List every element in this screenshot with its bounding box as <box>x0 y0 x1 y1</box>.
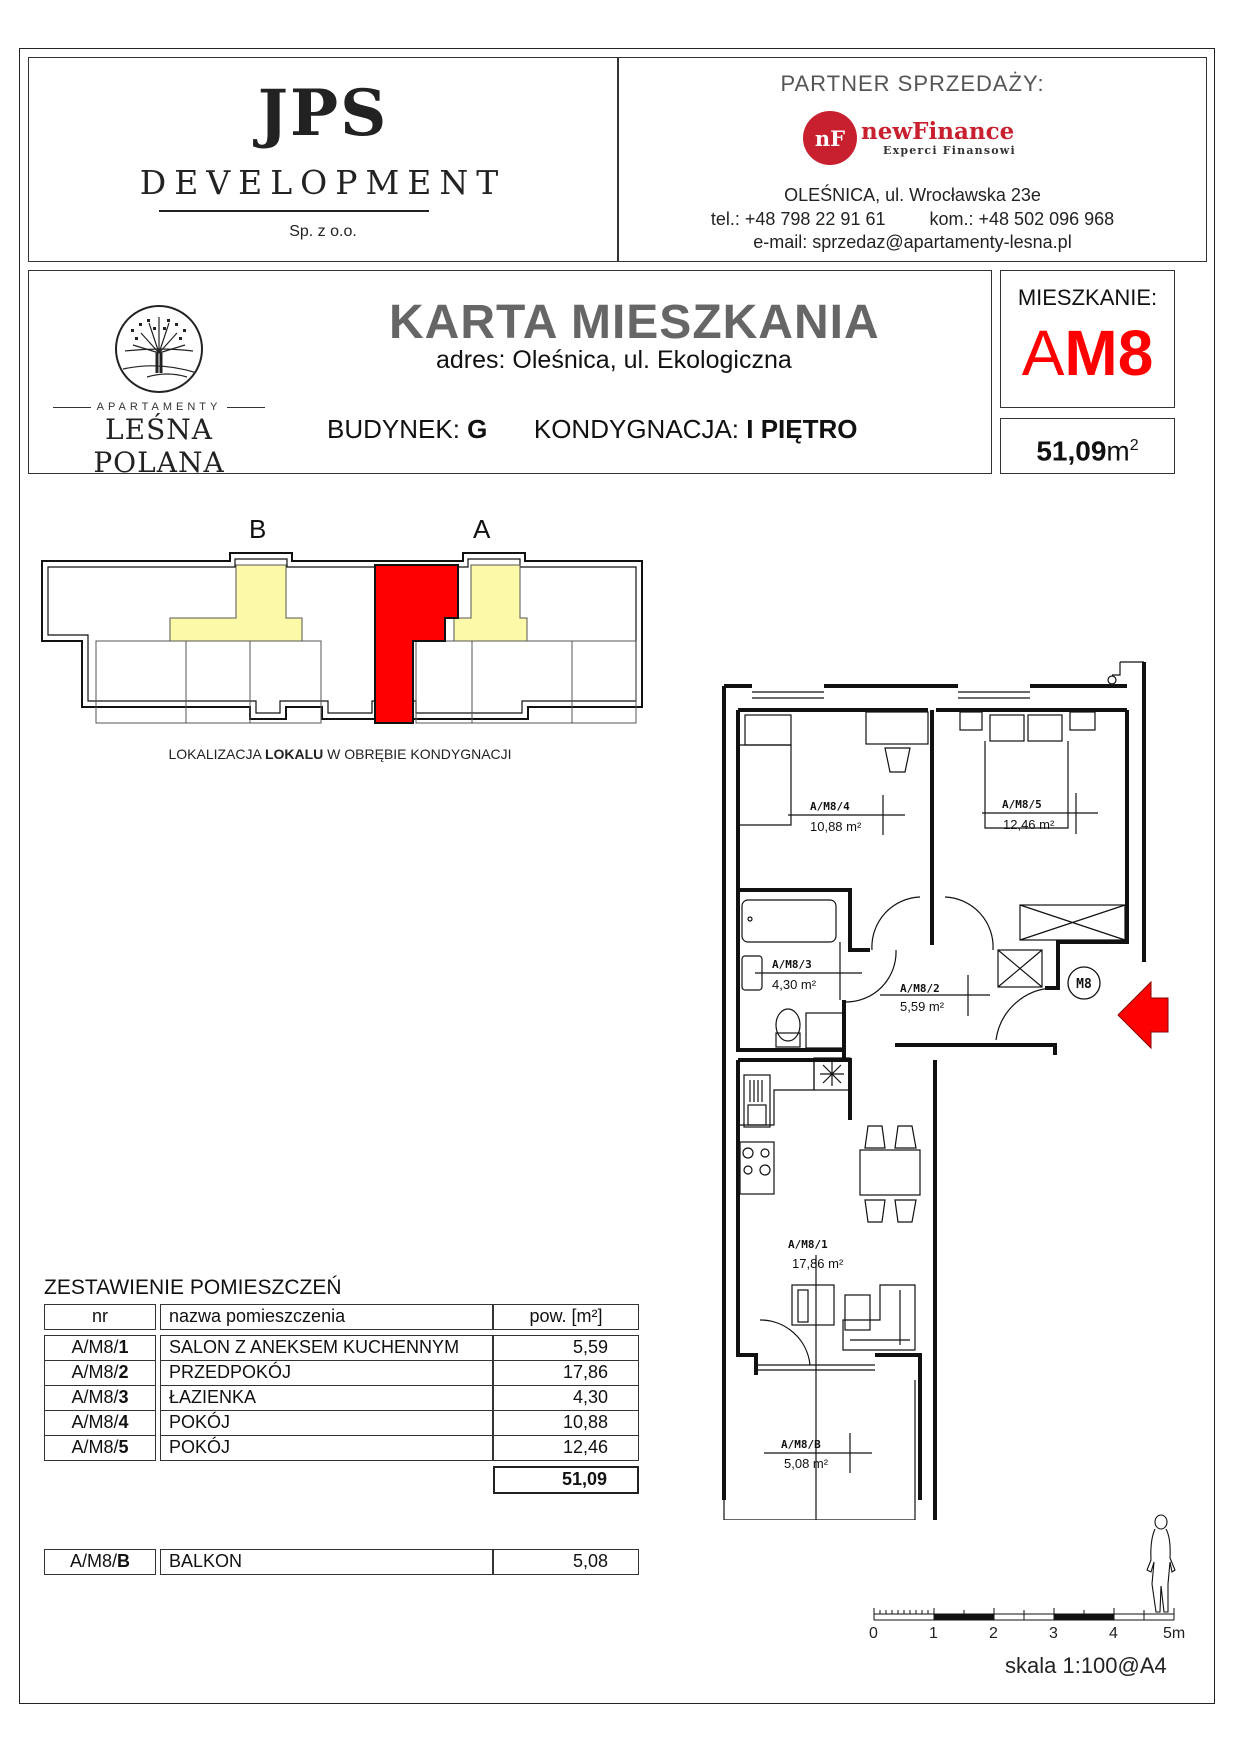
apartment-code-box <box>1000 270 1175 408</box>
floor-plan <box>700 620 1200 1520</box>
keyplan-caption <box>30 746 650 762</box>
partner-mobile: kom.: +48 502 096 968 <box>929 209 1115 229</box>
scale-tick-5: 5m <box>1163 1625 1186 1642</box>
scale-label: skala 1:100@A4 <box>1005 1653 1167 1678</box>
address <box>436 346 792 375</box>
table-total: 51,09 <box>493 1466 639 1494</box>
developer-logo-box <box>28 57 618 262</box>
apartment-area-unit: m <box>1106 435 1130 467</box>
partner-email: e-mail: sprzedaz@apartamenty-lesna.pl <box>753 232 1072 252</box>
apartment-code-prefix: A <box>1021 317 1065 389</box>
caption-post: W OBRĘBIE KONDYGNACJI <box>327 746 512 762</box>
card-title-box <box>28 270 992 479</box>
nf-logo-name: newFinance <box>861 117 1015 145</box>
apartment-area-value: 51,09 <box>1036 435 1107 467</box>
room-label-5: A/M8/5 <box>1002 798 1042 811</box>
developer-divider <box>159 210 429 212</box>
partner-address: OLEŚNICA, ul. Wrocławska 23e <box>784 185 1041 205</box>
address-street: Ekologiczna <box>656 346 792 374</box>
apartment-badge <box>1068 967 1100 999</box>
room-label-4: A/M8/4 <box>810 800 850 813</box>
room-area-4: 10,88 m² <box>810 819 862 834</box>
apartment-label: MIESZKANIE: <box>1017 285 1158 310</box>
floor-value: I PIĘTRO <box>746 414 858 444</box>
partner-phone: tel.: +48 798 22 91 61 <box>710 209 886 229</box>
developer-legal: Sp. z o.o. <box>289 223 357 240</box>
building-floor-line <box>327 414 858 445</box>
apartment-code-main: M8 <box>1064 317 1154 389</box>
tree-icon <box>115 305 203 393</box>
project-logo-over: APARTAMENTY <box>39 401 279 413</box>
scale-tick-1: 1 <box>929 1625 938 1642</box>
room-label-3: A/M8/3 <box>772 958 812 971</box>
room-area-1: 17,86 m² <box>792 1256 844 1271</box>
room-label-b: A/M8/B <box>781 1438 821 1451</box>
room-area-3: 4,30 m² <box>772 977 817 992</box>
newfinance-logo <box>803 111 1016 165</box>
table-header-name: nazwa pomieszczenia <box>160 1304 493 1330</box>
apartment-code <box>1001 318 1174 388</box>
apartment-area-box <box>1000 418 1175 474</box>
partner-box <box>618 57 1207 262</box>
table-header-nr: nr <box>44 1304 156 1330</box>
keyplan-drawing <box>40 545 650 725</box>
table-header-area: pow. [m²] <box>493 1304 639 1330</box>
page-title: KARTA MIESZKANIA <box>389 296 880 349</box>
nf-logo-tagline: Experci Finansowi <box>883 143 1016 157</box>
table-title: ZESTAWIENIE POMIESZCZEŃ <box>44 1276 342 1299</box>
entry-arrow-icon <box>1118 982 1168 1048</box>
keyplan-label-b: B <box>249 514 267 544</box>
room-label-2: A/M8/2 <box>900 982 940 995</box>
room-area-b: 5,08 m² <box>784 1456 829 1471</box>
keyplan-label-a: A <box>473 514 491 544</box>
project-logo-name: LEŚNA POLANA <box>93 413 225 479</box>
scale-tick-4: 4 <box>1109 1625 1118 1642</box>
address-label: adres: Oleśnica, ul. <box>436 346 650 374</box>
project-logo <box>39 305 279 479</box>
scale-tick-2: 2 <box>989 1625 998 1642</box>
developer-subtitle: DEVELOPMENT <box>139 163 507 202</box>
floor-label: KONDYGNACJA: <box>533 414 740 444</box>
developer-name: JPS <box>257 76 389 151</box>
room-label-1: A/M8/1 <box>788 1238 828 1251</box>
room-area-5: 12,46 m² <box>1003 817 1055 832</box>
building-value: G <box>467 414 488 444</box>
caption-pre: LOKALIZACJA <box>168 746 262 762</box>
svg-text:M8: M8 <box>1076 977 1092 992</box>
room-area-2: 5,59 m² <box>900 999 945 1014</box>
partner-phones <box>619 209 1206 230</box>
scale-bar <box>868 1510 1188 1640</box>
scale-tick-3: 3 <box>1049 1625 1058 1642</box>
caption-bold: LOKALU <box>264 746 324 762</box>
scale-tick-0: 0 <box>869 1625 878 1642</box>
person-silhouette-icon <box>1147 1515 1175 1612</box>
building-label: BUDYNEK: <box>327 414 460 444</box>
apartment-area-sup: 2 <box>1129 437 1139 454</box>
nf-logo-icon: nF <box>803 111 857 165</box>
partner-title: PARTNER SPRZEDAŻY: <box>780 71 1045 96</box>
